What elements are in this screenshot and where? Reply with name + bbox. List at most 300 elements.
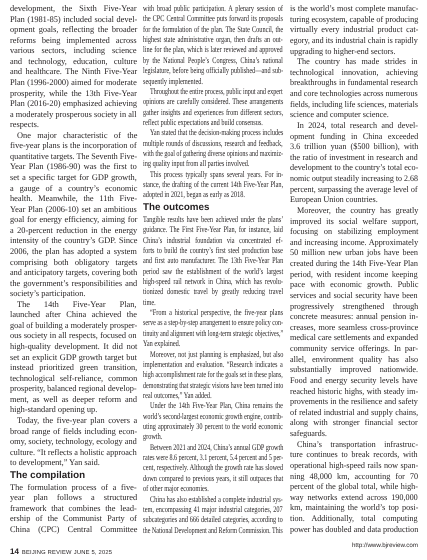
line-text: Between 2021 and 2024, China’s annual GDP growth	[150, 441, 284, 452]
text-line	[290, 471, 418, 482]
line-text: breakthroughs in fundamental research	[290, 77, 418, 88]
line-text: “From a historical perspective, the five-year plans	[150, 307, 284, 318]
page-number: 14	[10, 547, 19, 556]
line-text: the CPC Central Committee puts forward its proposals	[143, 13, 283, 24]
line-text: instead prioritized green transition,	[10, 362, 138, 373]
line-text: and technology, education, culture	[10, 55, 138, 66]
paragraph	[143, 169, 283, 200]
line-text: China’s industrial foundation via concentrated ef-	[143, 234, 283, 245]
text-line	[10, 352, 137, 363]
line-text: to development,” Yan said.	[10, 457, 100, 468]
text-line	[10, 119, 137, 130]
line-text: tion. Additionally, total computing	[290, 513, 418, 523]
text-line	[143, 380, 283, 390]
line-text: a moderately prosperous society in all	[10, 108, 137, 119]
line-text: Yan explained.	[143, 338, 181, 349]
line-text: forts to build the country’s first steel production base	[143, 244, 283, 255]
text-line	[143, 214, 283, 224]
text-line	[143, 504, 283, 514]
text-line	[10, 66, 137, 77]
website-url: http://www.bjreview.com	[351, 542, 418, 549]
text-line	[10, 172, 137, 183]
line-text: guidance. The First Five-Year Plan, for instance, laid	[143, 224, 283, 235]
text-line	[143, 514, 283, 524]
text-line	[290, 141, 418, 152]
line-text: Moreover, not just planning is emphasized, but also	[150, 348, 284, 359]
text-line	[290, 56, 418, 67]
text-line	[290, 428, 418, 439]
line-text: high-quality development. It did not	[10, 341, 138, 351]
text-line	[290, 301, 418, 312]
line-text: nomic output steadily increasing to 2.68	[290, 173, 418, 183]
text-line	[10, 426, 137, 437]
text-line	[290, 99, 418, 110]
line-text: improved its social welfare support,	[290, 215, 419, 226]
paragraph	[290, 120, 418, 205]
paragraph	[10, 482, 137, 535]
text-line	[143, 359, 283, 369]
line-text: culture. “It reflects a holistic approach	[10, 446, 137, 457]
text-line	[143, 297, 283, 307]
text-line	[10, 151, 137, 162]
column-3	[290, 3, 418, 534]
text-line	[290, 492, 418, 503]
line-text: and first auto manufacturer. The 13th Five-Year Plan	[143, 255, 284, 266]
line-text: set an explicit GDP growth target but	[10, 351, 137, 362]
text-line	[10, 257, 137, 268]
line-text: demonstrating that strategic visions have been turned into	[143, 379, 284, 390]
text-line	[143, 307, 283, 317]
line-text: China has also established a complete industrial sys-	[150, 493, 283, 504]
text-line	[143, 462, 283, 472]
line-text: percent, surpassing the average level of	[290, 183, 418, 194]
page-footer	[10, 541, 418, 556]
line-text: a gauge of a country’s economic	[10, 182, 138, 193]
publication-name: BEIJING REVIEW	[21, 550, 72, 556]
text-line	[143, 107, 283, 117]
line-text: The formulation process of a five-	[10, 481, 137, 492]
line-text: period, with resident income keeping	[290, 268, 418, 279]
text-line	[143, 317, 283, 327]
text-line	[143, 328, 283, 338]
line-text: and healthcare. The Ninth Five-Year	[10, 66, 138, 77]
text-line	[143, 179, 283, 189]
line-text: reforms being implemented across	[10, 34, 137, 45]
line-text: with broad public participation. A plenary session of	[143, 3, 283, 13]
line-text: intensity of the country’s GDP. Since	[10, 235, 138, 246]
section-heading: The compilation	[10, 469, 86, 481]
text-line	[290, 205, 418, 216]
line-text: community service offerings. In par-	[290, 343, 418, 353]
text-line	[290, 258, 418, 269]
text-line	[290, 120, 418, 131]
text-line	[10, 383, 137, 394]
line-text: of other major economies.	[143, 483, 209, 494]
line-text: concrete measures: annual pension in-	[290, 311, 419, 322]
text-line	[143, 13, 283, 23]
text-line	[143, 369, 283, 379]
paragraph	[143, 494, 283, 535]
line-text: health. Meanwhile, the 11th Five-	[10, 193, 138, 204]
line-text: uting approximately 30 percent to the world economic	[143, 421, 283, 432]
text-line	[290, 109, 418, 120]
paragraph	[143, 127, 283, 168]
line-text: stance, the drafting of the current 14th Five-Year Plan,	[143, 179, 284, 190]
issue-date: JUNE 5, 2025	[73, 550, 113, 556]
column-1	[10, 3, 137, 535]
text-line	[143, 349, 283, 359]
paragraph	[143, 3, 283, 86]
text-line	[10, 482, 137, 493]
text-line	[290, 417, 418, 428]
line-text: progressively strengthened through	[290, 300, 419, 311]
paragraph	[143, 214, 283, 307]
text-line	[143, 127, 283, 137]
text-line	[290, 407, 418, 418]
text-line	[10, 513, 137, 524]
text-line	[290, 354, 418, 365]
text-line	[290, 35, 418, 46]
paragraph	[143, 400, 283, 441]
text-line	[290, 14, 418, 25]
text-line	[290, 311, 418, 322]
text-line	[290, 152, 418, 163]
line-text: and core technologies across numerous	[290, 88, 418, 98]
text-line	[290, 226, 418, 237]
line-text: framework that combines the lead-	[10, 502, 137, 513]
text-line	[10, 204, 137, 215]
line-text: ing quality input from all parties involved.	[143, 158, 250, 169]
text-line	[10, 457, 137, 468]
text-line	[143, 411, 283, 421]
line-text: The country has made strides in	[297, 56, 418, 67]
line-text: and increasing income. Approximately	[290, 236, 419, 247]
text-line	[143, 525, 283, 535]
text-line	[143, 86, 283, 96]
line-text: technological innovation, achieving	[290, 66, 418, 77]
text-line	[290, 364, 418, 375]
text-line	[10, 373, 137, 384]
text-line	[143, 158, 283, 168]
line-text: upgrading to higher-end sectors.	[290, 45, 396, 56]
text-line	[143, 235, 283, 245]
text-line	[143, 55, 283, 65]
line-text: along with stronger financial sector	[290, 417, 418, 428]
line-text: goal for energy efficiency, aiming for	[10, 214, 138, 225]
text-line	[290, 216, 418, 227]
line-text: The 14th Five-Year Plan,	[17, 298, 137, 309]
line-text: line for the plan, which is later reviewed and approved	[143, 44, 283, 55]
text-line	[10, 35, 137, 46]
line-text: allel, environment quality has also	[290, 353, 419, 364]
line-text: quantitative targets. The Seventh Five-	[10, 150, 138, 161]
text-line	[10, 140, 137, 151]
line-text: of related industrial and supply chains,	[290, 406, 419, 417]
line-text: medical care settlements and expanded	[290, 332, 419, 343]
line-text: Plan (2016-20) emphasized achieving	[10, 98, 138, 109]
text-line	[10, 320, 137, 331]
line-text: prosperity, while the 13th Five-Year	[10, 87, 137, 98]
text-line	[10, 503, 137, 514]
line-text: tinuity and alignment with long-term strategic objectives,”	[143, 327, 284, 338]
text-line	[10, 45, 137, 56]
text-line	[290, 513, 418, 524]
text-line	[10, 492, 137, 503]
text-line	[143, 44, 283, 54]
line-text: pace with economic growth. Public	[290, 279, 419, 290]
line-text: tem, encompassing 41 major industrial categories, 207	[143, 503, 283, 514]
line-text: 50 million new urban jobs have been	[290, 247, 418, 258]
text-line	[143, 452, 283, 462]
text-line	[290, 460, 418, 471]
line-text: Year Plan (1986-90) was the first to	[10, 161, 137, 172]
line-text: omy, society, technology, ecology and	[10, 436, 137, 447]
line-text: down compared to previous years, it still outpaces that	[143, 472, 284, 483]
text-line	[10, 267, 137, 278]
text-line	[143, 400, 283, 410]
text-line	[10, 288, 137, 299]
line-text: five-year plans is the incorporation of	[10, 140, 137, 151]
text-line	[290, 481, 418, 492]
line-text: high accomplishment rate for the goals set in these plans,	[143, 369, 283, 380]
text-line	[143, 494, 283, 504]
line-text: Yan stated that the decision-making process includes	[150, 127, 284, 138]
text-line	[10, 225, 137, 236]
line-text: the National Development and Reform Commission. This	[143, 524, 283, 535]
text-line	[143, 431, 283, 441]
text-line	[143, 34, 283, 44]
line-text: various sectors, including science	[10, 45, 137, 56]
text-line	[10, 161, 137, 172]
line-text: egory, and its industrial chain is rapidly	[290, 34, 418, 45]
text-line	[10, 246, 137, 257]
text-line	[10, 235, 137, 246]
line-text: period saw the establishment of the world’s largest	[143, 265, 284, 276]
text-line	[10, 24, 137, 35]
text-line	[10, 299, 137, 310]
text-line	[290, 386, 418, 397]
line-text: by the National People’s Congress, China’s national	[143, 54, 283, 65]
line-text: and anticipatory targets, covering both	[10, 267, 138, 278]
text-line	[143, 473, 283, 483]
line-text: creases, more seamless cross-province	[290, 321, 419, 332]
text-line	[10, 130, 137, 141]
text-line	[10, 330, 137, 341]
text-line	[143, 483, 283, 493]
line-text: high-standard opening up.	[10, 404, 98, 415]
line-text: reflect public expectations and build consensus.	[143, 116, 263, 127]
line-text: comprising both obligatory targets	[10, 256, 138, 267]
line-text: adopted in 2021, began as early as 2018.	[143, 189, 245, 200]
text-line	[143, 276, 283, 286]
text-line	[143, 117, 283, 127]
line-text: the ratio of investment in research and	[290, 151, 418, 162]
line-text: In 2024, total research and devel-	[297, 119, 419, 130]
text-line	[290, 131, 418, 142]
line-text: tionized domestic travel by greatly reducing travel	[143, 286, 284, 297]
paragraph	[290, 3, 418, 56]
text-line	[290, 449, 418, 460]
line-text: way networks extend across 190,000	[290, 491, 418, 502]
text-line	[10, 404, 137, 415]
line-text: One major characteristic of the	[17, 129, 138, 140]
text-line	[290, 279, 418, 290]
text-line	[143, 189, 283, 199]
text-line	[143, 390, 283, 400]
line-text: is the world’s most complete manufac-	[290, 3, 419, 13]
line-text: safeguards.	[290, 428, 327, 438]
text-line	[290, 173, 418, 184]
line-text: broad range of fields including econ-	[10, 425, 138, 436]
column-2	[143, 3, 283, 535]
text-line	[143, 148, 283, 158]
line-text: development to the country’s total eco-	[290, 162, 419, 173]
text-line	[290, 396, 418, 407]
text-line	[143, 442, 283, 452]
line-text: opment goals, reflecting the broader	[10, 24, 138, 35]
text-line	[290, 3, 418, 14]
text-line	[10, 415, 137, 426]
line-text: ture continues to break records, with	[290, 449, 418, 460]
line-text: European Union countries.	[290, 194, 378, 205]
text-line	[290, 290, 418, 301]
line-text: goal of building a moderately prosper-	[10, 319, 138, 330]
text-line	[143, 245, 283, 255]
line-text: legislature, before being officially published—and sub-	[143, 65, 284, 76]
line-text: 3.6 trillion yuan ($500 billion), with	[290, 141, 419, 152]
text-line	[143, 96, 283, 106]
line-text: China’s transportation infrastruc-	[297, 438, 419, 449]
text-line	[143, 338, 283, 348]
text-line	[10, 88, 137, 99]
line-text: reached historic highs, with steady im-	[290, 385, 419, 396]
text-line	[143, 65, 283, 75]
line-text: year plan follows a structured	[10, 492, 138, 503]
paragraph	[143, 349, 283, 401]
text-line	[143, 24, 283, 34]
line-text: high-speed rail network in China, which has revolu-	[143, 275, 284, 286]
line-text: a 20-percent reduction in the energy	[10, 224, 138, 235]
line-text: substantially improved nationwide.	[290, 364, 419, 375]
paragraph	[10, 299, 137, 415]
line-text: technological self-reliance, common	[10, 372, 138, 383]
section-heading: The outcomes	[143, 201, 210, 213]
text-line	[290, 237, 418, 248]
text-line	[290, 77, 418, 88]
line-text: Year Plan (2006-10) set an ambitious	[10, 203, 137, 214]
line-text: power has doubled and data production	[290, 523, 419, 534]
line-text: Today, the five-year plan covers a	[17, 414, 138, 425]
line-text: set a specific target for GDP growth,	[10, 172, 137, 182]
line-text: subcategories and 666 detailed categories, according to	[143, 514, 283, 525]
line-text: Under the 14th Five-Year Plan, China remains the	[150, 400, 283, 411]
text-line	[143, 224, 283, 234]
text-line	[290, 439, 418, 450]
line-text: provements in the resilience and safety	[290, 396, 418, 407]
line-text: for the formulation of the plan. The State Council, the	[143, 23, 284, 34]
line-text: rates were 8.6 percent, 3.1 percent, 5.4 percent and 5 per-	[143, 452, 284, 463]
line-text: ment, as well as deeper reform and	[10, 393, 138, 404]
line-text: highest state administrative organ, then drafts an out-	[143, 34, 283, 45]
text-line	[143, 255, 283, 265]
line-text: turing ecosystem, capable of producing	[290, 13, 419, 24]
paragraph	[10, 3, 137, 130]
line-text: prosperity, balanced regional develop-	[10, 383, 137, 394]
line-text: services and social security have been	[290, 289, 418, 300]
text-line	[10, 98, 137, 109]
text-line	[10, 278, 137, 289]
line-text: 2006, the plan has adopted a system	[10, 245, 137, 256]
line-text: sequently implemented.	[143, 75, 203, 86]
line-text: with the goal of gathering diverse opinions and maximiz-	[143, 148, 284, 159]
paragraph	[143, 86, 283, 127]
line-text: society’s participation.	[10, 288, 86, 299]
line-text: China (CPC) Central Committee	[10, 524, 138, 534]
text-line	[10, 447, 137, 458]
line-text: Tangible results have been achieved under the plans’	[143, 213, 284, 224]
text-line	[290, 88, 418, 99]
line-text: created during the 14th Five-Year Plan	[290, 258, 419, 268]
line-text: virtually every industrial product cat-	[290, 24, 419, 35]
line-text: ous society in all respects, focused on	[10, 330, 137, 341]
line-text: opment funding in China exceeded	[290, 130, 419, 141]
text-line	[290, 322, 418, 333]
line-text: focusing on stabilizing employment	[290, 226, 419, 237]
text-line	[290, 343, 418, 354]
line-text: ership of the Communist Party of	[10, 513, 137, 524]
line-text: gather insights and experiences from different sectors,	[143, 106, 284, 117]
line-text: implementation and evaluation. “Research indicates a	[143, 358, 283, 369]
text-line	[143, 138, 283, 148]
text-line	[143, 169, 283, 179]
line-text: growth.	[143, 431, 163, 442]
text-line	[290, 46, 418, 57]
paragraph	[290, 439, 418, 535]
paragraph	[143, 307, 283, 348]
text-line	[10, 109, 137, 120]
text-line	[290, 524, 418, 535]
text-line	[290, 269, 418, 280]
line-text: Plan (1996-2000) aimed for moderate	[10, 76, 137, 87]
line-text: Moreover, the country has greatly	[297, 204, 419, 215]
text-line	[10, 3, 137, 14]
line-text: Food and energy security levels have	[290, 374, 418, 385]
text-line	[290, 162, 418, 173]
paragraph	[290, 56, 418, 120]
text-line	[290, 184, 418, 195]
text-line	[290, 67, 418, 78]
line-text: ning 48,000 km, accounting for 70	[290, 470, 419, 481]
paragraph	[10, 415, 137, 468]
text-line	[143, 421, 283, 431]
text-line	[10, 183, 137, 194]
line-text: respects.	[10, 119, 39, 130]
text-line	[290, 375, 418, 386]
line-text: the government’s responsibilities and	[10, 277, 138, 288]
text-line	[10, 524, 137, 535]
text-line	[10, 394, 137, 405]
text-line	[10, 14, 137, 25]
line-text: serve as a step-by-step arrangement to ensure policy con-	[143, 317, 284, 328]
paragraph	[143, 442, 283, 494]
text-line	[143, 266, 283, 276]
line-text: This process typically spans several years. For in-	[150, 168, 284, 179]
line-text: time.	[143, 296, 156, 307]
line-text: real outcomes,” Yan added.	[143, 389, 212, 400]
line-text: Throughout the entire process, public input and expert	[150, 85, 283, 96]
line-text: multiple rounds of discussions, research and feedback,	[143, 137, 283, 148]
text-line	[290, 194, 418, 205]
